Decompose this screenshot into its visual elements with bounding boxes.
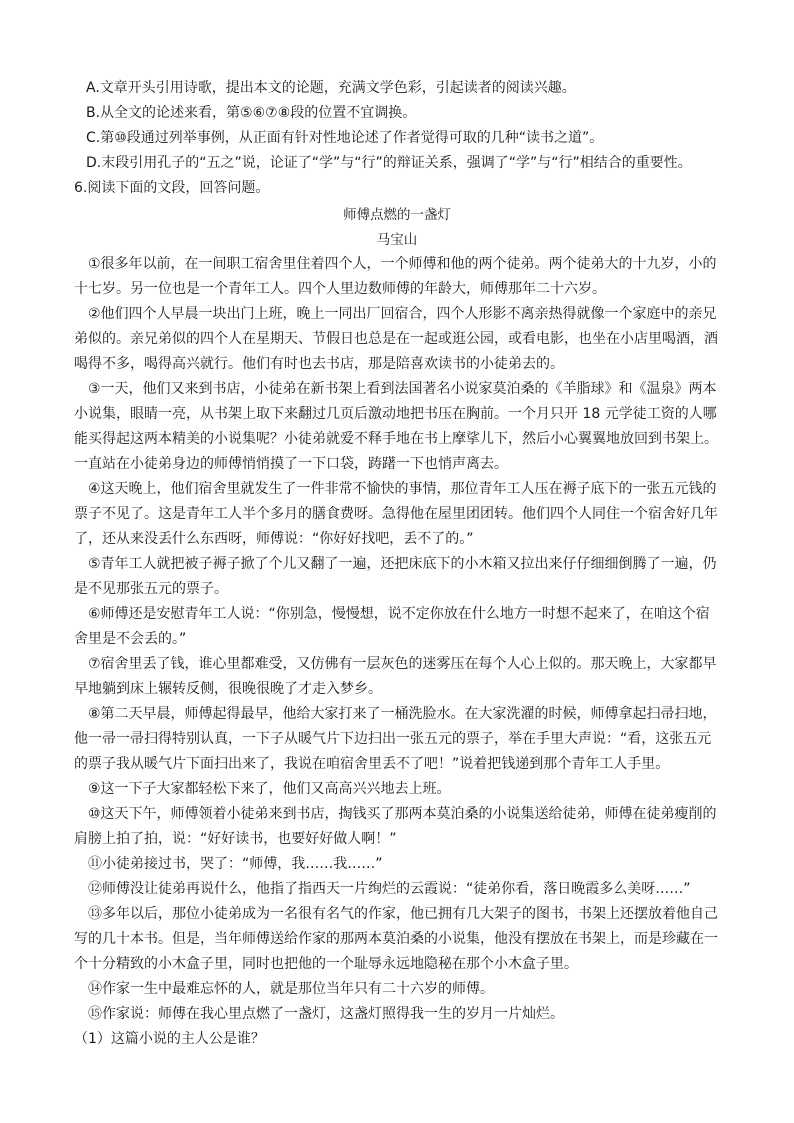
- story-line: ⑤青年工人就把被子褥子掀了个儿又翻了一遍，还把床底下的小木箱又拉出来仔仔细细倒腾了一遍，仍: [88, 556, 717, 572]
- story-line: ⑬多年以后，那位小徒弟成为一名很有名气的作家，他已拥有几大架子的图书，书架上还摆放着他自己: [88, 906, 718, 922]
- story-line: ⑭作家一生中最难忘怀的人，就是那位当年只有二十六岁的师傅。: [88, 981, 494, 997]
- story-line: 十七岁。另一位也是一个青年工人。四个人里边数师傅的年龄大，师傅那年二十六岁。: [74, 281, 606, 297]
- story-title: 师傅点燃的一盏灯: [343, 207, 451, 223]
- story-line: 他一帚一帚扫得特别认真，一下子从暖气片下边扫出一张五元的票子，举在手里大声说：“看，这张五元: [74, 731, 712, 747]
- story-line: ⑥师傅还是安慰青年工人说：“你别急，慢慢想，说不定你放在什么地方一时想不起来了，在咱这个宿: [88, 606, 710, 622]
- story-line: 一直站在小徒弟身边的师傅悄悄摸了一下口袋，踌躇一下也悄声离去。: [74, 456, 508, 472]
- story-line: ⑪小徒弟接过书，哭了：“师傅，我……我……”: [88, 856, 383, 872]
- story-line: 喝得不多，喝得高兴就行。他们有时也去书店，那是陪喜欢读书的小徒弟去的。: [74, 356, 564, 372]
- story-line: ⑫师傅没让徒弟再说什么，他指了指西天一片绚烂的云霞说：“徒弟你看，落日晚霞多么美呀……”: [88, 881, 691, 897]
- story-line: ⑧第二天早晨，师傅起得最早，他给大家打来了一桶洗脸水。在大家洗濯的时候，师傅拿起扫帚扫地，: [88, 706, 717, 722]
- story-line: 了，还从来没丢什么东西呀，师傅说：“你好好找吧，丢不了的。”: [74, 531, 474, 547]
- option-d: D.末段引用孔子的“五之”说，论证了“学”与“行”的辩证关系，强调了“学”与“行”相结合的重要性。: [86, 155, 692, 171]
- question-6-intro: 6.阅读下面的文段，回答问题。: [74, 180, 270, 196]
- question-1: （1）这篇小说的主人公是谁？: [74, 1031, 265, 1047]
- story-line: 能买得起这两本精美的小说集呢？小徒弟就爱不释手地在书上摩挲儿下，然后小心翼翼地放回到书架上。: [74, 431, 718, 447]
- story-line: ②他们四个人早晨一块出门上班，晚上一同出厂回宿合，四个人形影不离亲热得就像一个家庭中的亲兄: [88, 306, 717, 322]
- story-line: 是不见那张五元的票子。: [74, 581, 228, 597]
- story-line: 弟似的。亲兄弟似的四个人在星期天、节假日也总是在一起或逛公园，或看电影，也坐在小店里喝酒，酒: [74, 331, 718, 347]
- story-line: ⑨这一下子大家都轻松下来了，他们又高高兴兴地去上班。: [88, 781, 451, 797]
- story-line: ⑮作家说：师傅在我心里点燃了一盏灯，这盏灯照得我一生的岁月一片灿烂。: [88, 1006, 564, 1022]
- story-line: 个十分精致的小木盒子里，同时也把他的一个耻辱永远地隐秘在那个小木盒子里。: [74, 956, 578, 972]
- story-line: 票子不见了。这是青年工人半个多月的膳食费呀。急得他在屋里团团转。他们四个人同住一个宿舍好几年: [74, 506, 718, 522]
- option-a: A.文章开头引用诗歌，提出本文的论题，充满文学色彩，引起读者的阅读兴趣。: [86, 80, 576, 96]
- story-line: ③一天，他们又来到书店，小徒弟在新书架上看到法国著名小说家莫泊桑的《羊脂球》和《温泉》两本: [88, 381, 717, 397]
- story-author: 马宝山: [376, 232, 418, 248]
- option-b: B.从全文的论述来看，第⑤⑥⑦⑧段的位置不宜调换。: [86, 105, 417, 121]
- story-line: 舍里是不会丢的。”: [74, 631, 187, 647]
- story-line: ①很多年以前，在一间职工宿舍里住着四个人，一个师傅和他的两个徒弟。两个徒弟大的十九岁，小的: [88, 256, 717, 272]
- option-c: C.第⑩段通过列举事例，从正面有针对性地论述了作者觉得可取的几种“读书之道”。: [86, 130, 604, 146]
- story-line: 的票子我从暖气片下面扫出来了，我说在咱宿舍里丢不了吧！”说着把钱递到那个青年工人手里。: [74, 756, 670, 772]
- story-line: 小说集，眼睛一亮，从书架上取下来翻过几页后激动地把书压在胸前。一个月只开 18 元学徒工资的人哪: [74, 406, 717, 422]
- story-line: 肩膀上拍了拍，说：“好好读书，也要好好做人啊！”: [74, 831, 397, 847]
- story-line: ⑦宿舍里丢了钱，谁心里都难受，又仿佛有一层灰色的迷雾压在每个人心上似的。那天晚上，大家都早: [88, 656, 717, 672]
- story-line: ④这天晚上，他们宿舍里就发生了一件非常不愉快的事情，那位青年工人压在褥子底下的一张五元钱的: [88, 481, 717, 497]
- story-line: ⑩这天下午，师傅领着小徒弟来到书店，掏钱买了那两本莫泊桑的小说集送给徒弟，师傅在徒弟瘦削的: [88, 806, 717, 822]
- story-line: 早地躺到床上辗转反侧，很晚很晚了才走入梦乡。: [74, 681, 382, 697]
- story-line: 写的几十本书。但是，当年师傅送给作家的那两本莫泊桑的小说集，他没有摆放在书架上，而是珍藏在一: [74, 931, 718, 947]
